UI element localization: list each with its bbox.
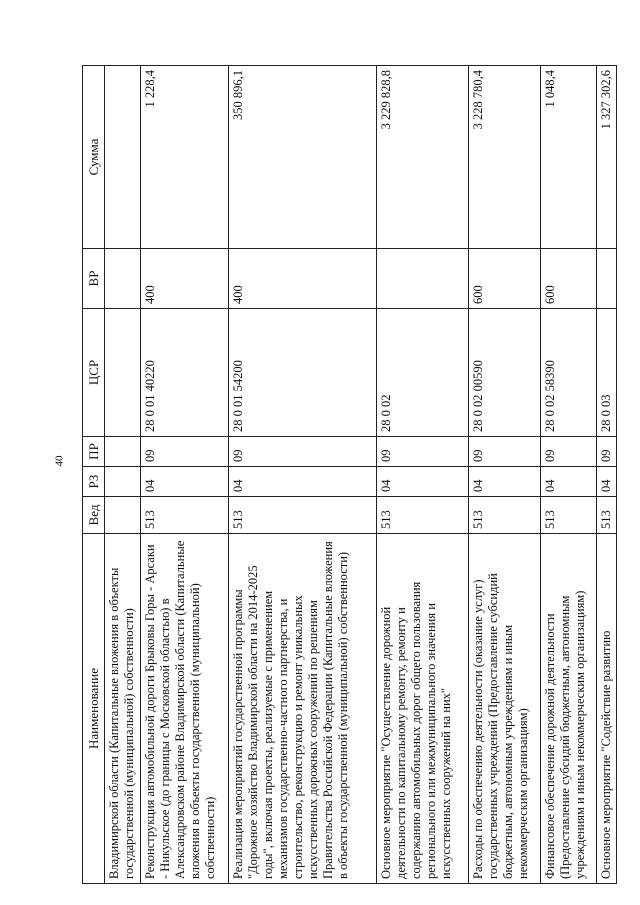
cell-name: Основное мероприятие "Содействие развитию (597, 534, 617, 884)
cell-rz: 04 (597, 467, 617, 497)
cell-pr: 09 (469, 437, 541, 467)
cell-csr: 28 0 02 (377, 309, 469, 437)
cell-csr: 28 0 02 00590 (469, 309, 541, 437)
cell-rz: 04 (469, 467, 541, 497)
cell-sum: 1 228,4 (141, 66, 229, 249)
cell-sum: 3 228 780,4 (469, 66, 541, 249)
cell-name: Основное мероприятие "Осуществление дорожной деятельности по капитальному ремонту, ремонту и содержанию автомобильных дорог общего пользования регионального или межмуниципального значения и искусственных сооружений на них" (377, 534, 469, 884)
table-row (377, 66, 469, 884)
cell-ved: 513 (229, 497, 377, 534)
cell-csr (105, 309, 141, 437)
cell-vr: 600 (541, 249, 597, 309)
table-row (469, 66, 541, 884)
table-row (141, 66, 229, 884)
cell-ved: 513 (597, 497, 617, 534)
table-header-row (83, 66, 105, 884)
page-number: 40 (53, 455, 66, 467)
header-name: Наименование (83, 534, 105, 884)
cell-pr: 09 (141, 437, 229, 467)
cell-name: Владимирской области (Капитальные вложения в объекты государственной (муниципальной) собственности) (105, 534, 141, 884)
cell-rz: 04 (141, 467, 229, 497)
cell-ved (105, 497, 141, 534)
cell-csr: 28 0 02 58390 (541, 309, 597, 437)
cell-name: Реализация мероприятий государственной программы "Дорожное хозяйство Владимирской области на 2014-2025 годы", включая проекты, реализуемые с применением механизмов государственно-частного партнерства, и строительство, реконструкцию и ремонт уникальных искусственных дорожных сооружений по решениям Правительства Российской Федерации (Капитальные вложения в объекты государственной (муниципальной) собственности) (229, 534, 377, 884)
cell-sum (105, 66, 141, 249)
cell-vr (377, 249, 469, 309)
cell-name: Реконструкция автомобильной дороги Брыковы Горы - Арсаки - Никульское (до границы с Московской областью) в Александровском районе Владимирской области (Капитальные вложения в объекты государственной (муниципальной) собственности) (141, 534, 229, 884)
cell-ved: 513 (141, 497, 229, 534)
cell-vr: 600 (469, 249, 541, 309)
cell-rz: 04 (377, 467, 469, 497)
cell-pr: 09 (541, 437, 597, 467)
header-csr: ЦСР (83, 309, 105, 437)
cell-name: Финансовое обеспечение дорожной деятельности (Предоставление субсидий бюджетным, автономным учреждениям и иным некоммерческим организациям) (541, 534, 597, 884)
cell-pr: 09 (377, 437, 469, 467)
cell-csr: 28 0 03 (597, 309, 617, 437)
cell-pr (105, 437, 141, 467)
header-vr: ВР (83, 249, 105, 309)
header-ved: Вед (83, 497, 105, 534)
cell-rz: 04 (229, 467, 377, 497)
budget-table (82, 65, 617, 884)
cell-vr: 400 (229, 249, 377, 309)
cell-ved: 513 (377, 497, 469, 534)
cell-csr: 28 0 01 40220 (141, 309, 229, 437)
cell-sum: 3 229 828,8 (377, 66, 469, 249)
table-row (229, 66, 377, 884)
cell-pr: 09 (597, 437, 617, 467)
cell-name: Расходы по обеспечению деятельности (оказание услуг) государственных учреждений (Предоставление субсидий бюджетным, автономным учреждениям и иным некоммерческим организациям) (469, 534, 541, 884)
cell-vr (105, 249, 141, 309)
cell-rz: 04 (541, 467, 597, 497)
cell-vr (597, 249, 617, 309)
cell-rz (105, 467, 141, 497)
table-row (105, 66, 141, 884)
header-sum: Сумма (83, 66, 105, 249)
header-pr: ПР (83, 437, 105, 467)
budget-table-container (82, 66, 617, 884)
cell-sum: 1 048,4 (541, 66, 597, 249)
table-row (597, 66, 617, 884)
header-rz: РЗ (83, 467, 105, 497)
cell-vr: 400 (141, 249, 229, 309)
table-row (541, 66, 597, 884)
cell-sum: 1 327 302,6 (597, 66, 617, 249)
cell-csr: 28 0 01 54200 (229, 309, 377, 437)
cell-ved: 513 (469, 497, 541, 534)
cell-ved: 513 (541, 497, 597, 534)
cell-pr: 09 (229, 437, 377, 467)
cell-sum: 350 896,1 (229, 66, 377, 249)
